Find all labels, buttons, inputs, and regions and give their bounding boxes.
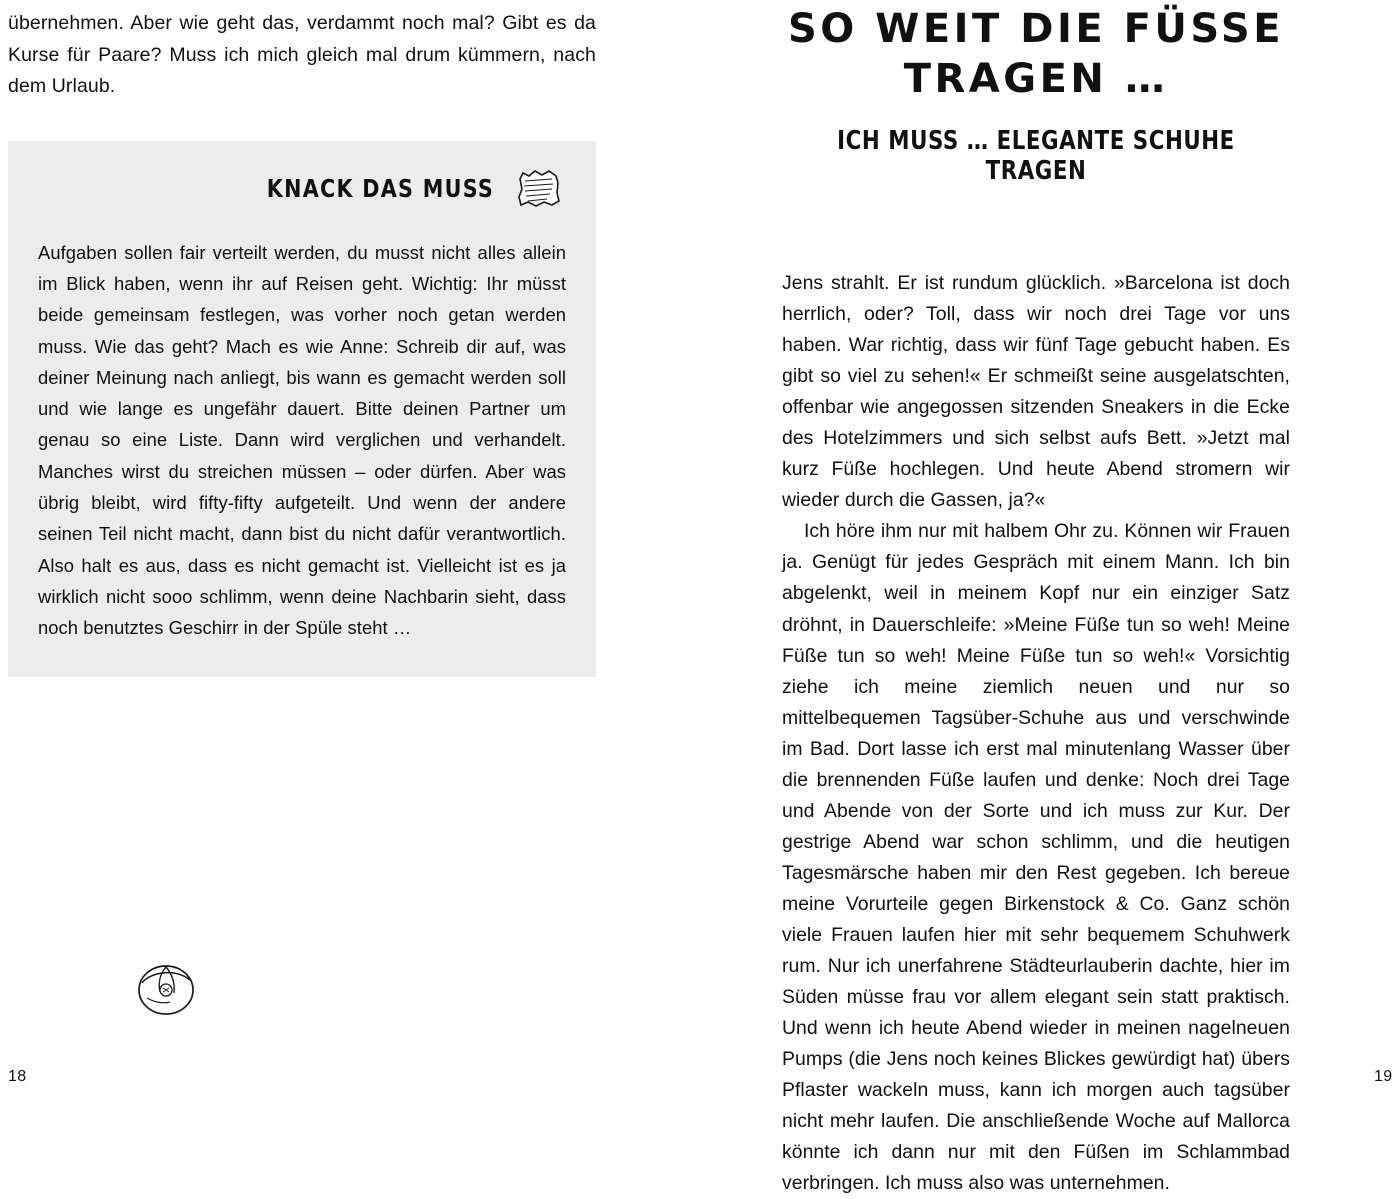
right-page xyxy=(684,0,1393,1195)
right-paragraph-1: Jens strahlt. Er ist rundum glücklich. »Barcelona ist doch herrlich, oder? Toll, dass wir noch drei Tage vor uns haben. War richtig, dass wir fünf Tage gebucht haben. Es gibt so viel zu sehen!« Er schmeißt seine ausgelatschten, offenbar wie angegossen sitzenden Sneakers in die Ecke des Hotelzimmers und sich selbst aufs Bett. »Jetzt mal kurz Füße hochlegen. Und heute Abend stromern wir wieder durch die Gassen, ja?« xyxy=(782,272,1290,512)
right-body-text xyxy=(782,268,1290,1199)
knack-box-title: KNACK DAS MUSS xyxy=(266,174,494,204)
right-paragraph-2: Ich höre ihm nur mit halbem Ohr zu. Können wir Frauen ja. Genügt für jedes Gespräch mit einem Mann. Ich bin abgelenkt, weil in meinem Kopf nur ein einziger Satz dröhnt, in Dauerschleife: »Meine Füße tun so weh! Meine Füße tun so weh! Meine Füße tun so weh!« Vorsichtig ziehe ich meine ziemlich neuen und nur so mittelbequemen Tagsüber-Schuhe aus und verschwinde im Bad. Dort lasse ich erst mal minutenlang Wasser über die brennenden Füße laufen und denke: Noch drei Tage und Abende von der Sorte und ich muss zur Kur. Der gestrige Abend war schon schlimm, und die heutigen Tagesmärsche haben mir den Rest gegeben. Ich bereue meine Vorurteile gegen Birkenstock & Co. Ganz schön viele Frauen laufen hier mit sehr bequemem Schuhwerk rum. Nur ich unerfahrene Städteurlauberin dachte, hier im Süden müsse frau vor allem elegant sein statt praktisch. Und wenn ich heute Abend wieder in meinen nagelneuen Pumps (die Jens noch keines Blickes gewürdigt hat) übers Pflaster wackeln muss, kann ich morgen auch tagsüber nicht mehr laufen. Die anschließende Woche auf Mallorca könnte ich dann nur mit den Füßen im Schlammbad verbringen. Ich muss also was unternehmen. xyxy=(782,520,1290,1195)
page-number-left: 18 xyxy=(8,1068,27,1085)
chapter-title: SO WEIT DIE FÜSSE TRAGEN … xyxy=(787,6,1285,102)
coconut-icon xyxy=(130,950,202,1022)
chapter-subtitle: ICH MUSS … ELEGANTE SCHUHE TRAGEN xyxy=(837,126,1235,186)
knack-box-header xyxy=(38,167,566,211)
left-top-paragraph: übernehmen. Aber wie geht das, verdammt noch mal? Gibt es da Kurse für Paare? Muss ich mich gleich mal drum kümmern, nach dem Urlaub. xyxy=(8,12,596,98)
knack-box-text: Aufgaben sollen fair verteilt werden, du musst nicht alles allein im Blick haben, wenn ihr auf Reisen geht. Wichtig: Ihr müsst beide gemeinsam festlegen, was vorher noch getan werden muss. Wie das geht? Mach es wie Anne: Schreib dir auf, was deiner Meinung nach anliegt, bis wann es gemacht werden soll und wie lange es ungefähr dauert. Bitte deinen Partner um genau so eine Liste. Dann wird verglichen und verhandelt. Manches wirst du streichen müssen – oder dürfen. Aber was übrig bleibt, wird fifty-fifty aufgeteilt. Und wenn der andere seinen Teil nicht macht, dann bist du nicht dafür verantwortlich. Also halt es aus, dass es nicht gemacht ist. Vielleicht ist es ja wirklich nicht sooo schlimm, wenn deine Nachbarin sieht, dass noch benutztes Geschirr in der Spüle steht … xyxy=(38,241,566,639)
page-number-right: 19 xyxy=(1374,1068,1393,1085)
torn-paper-icon xyxy=(516,167,562,211)
left-page xyxy=(0,0,684,1104)
knack-das-muss-box xyxy=(8,141,596,678)
